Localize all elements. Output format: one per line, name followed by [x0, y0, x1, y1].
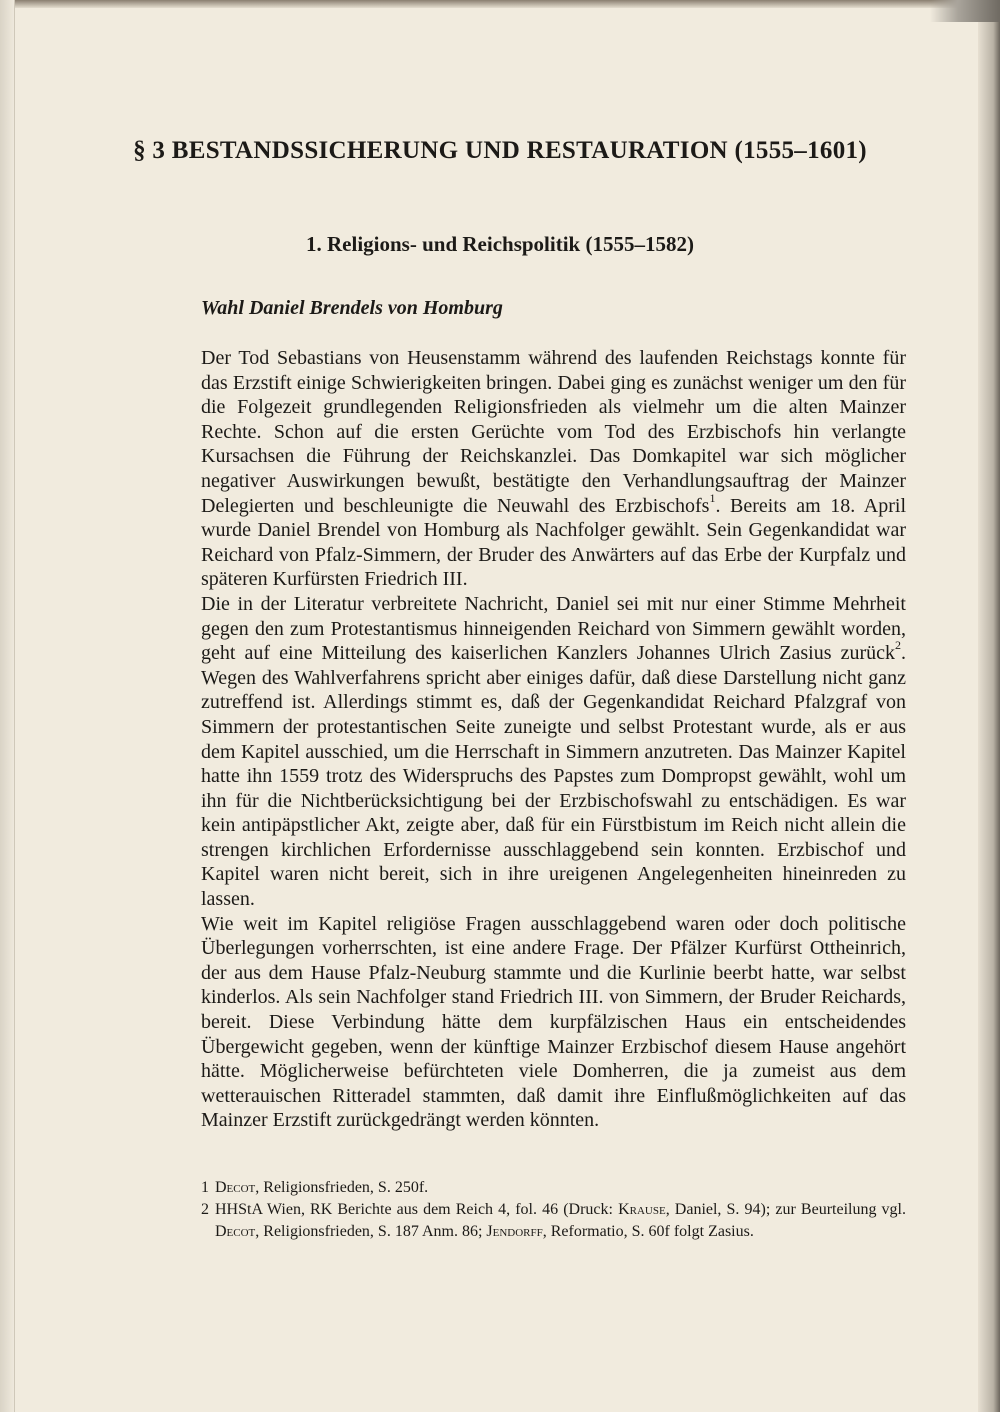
- author-name: Decot: [215, 1179, 256, 1196]
- footnote: [201, 1199, 906, 1243]
- page-corner-shadow: [930, 0, 1000, 22]
- citation: HHStA Wien, RK Berichte aus dem Reich 4, fol. 46 (Druck:: [215, 1201, 619, 1218]
- footnote-number: 2: [201, 1201, 209, 1218]
- paragraph-text: . Bereits am 18. April wurde Daniel Brendel von Homburg als Nachfolger gewählt. Sein Gegenkandidat war Reichard von Pfalz-Simmern, der Bruder des Anwärters auf das Erbe der Kurpfalz und späteren Kurfürsten Friedrich III.: [201, 494, 907, 591]
- paragraph: [201, 346, 906, 592]
- page-right-edge: [978, 0, 1000, 1412]
- footnote-text: [215, 1199, 906, 1243]
- author-name: Krause: [618, 1201, 666, 1218]
- footnotes: [201, 1177, 906, 1243]
- citation: , Reformatio, S. 60f folgt Zasius.: [542, 1223, 754, 1240]
- paragraph-text: . Wegen des Wahlverfahrens spricht aber einiges dafür, daß diese Darstellung nicht ganz zutreffend ist. Allerdings stimmt es, daß der Gegenkandidat Reichard Pfalzgraf von Simmern der protestantischen Seite zuneigte und selbst Protestant wurde, als er aus dem Kapitel ausschied, um die Herrschaft in Simmern anzutreten. Das Mainzer Kapitel hatte ihn 1559 trotz des Widerspruchs des Papstes zum Dompropst gewählt, wohl um ihn für die Nichtberücksichtigung bei der Erzbischofswahl zu entschädigen. Es war kein antipäpstlicher Akt, zeigte aber, daß für ein Fürstbistum im Reich nicht allein die strengen kirchlichen Erfordernisse ausschlaggebend sein konnten. Erzbischof und Kapitel waren nicht bereit, sich in ihre ureigenen Angelegenheiten hineinreden zu lassen.: [201, 642, 906, 911]
- paragraph: [201, 592, 906, 912]
- author-name: Decot: [215, 1223, 256, 1240]
- body-text: [201, 346, 906, 1133]
- author-name: Jendorff: [486, 1223, 543, 1240]
- paragraph-text: Die in der Literatur verbreitete Nachricht, Daniel sei mit nur einer Stimme Mehrheit gegen den zum Protestantismus hinneigenden Reichard von Simmern gewählt worden, geht auf eine Mitteilung des kaiserlichen Kanzlers Johannes Ulrich Zasius zurück: [201, 592, 906, 665]
- page-top-edge: [0, 0, 1000, 8]
- chapter-title: § 3 BESTANDSSICHERUNG UND RESTAURATION (1555–1601): [133, 137, 867, 164]
- citation: , Religionsfrieden, S. 250f.: [255, 1179, 429, 1196]
- footnote-number: 1: [201, 1179, 209, 1196]
- paragraph: [201, 912, 906, 1133]
- subheading: Wahl Daniel Brendels von Homburg: [201, 297, 503, 319]
- citation: , Religionsfrieden, S. 187 Anm. 86;: [255, 1223, 487, 1240]
- paragraph-text: Wie weit im Kapitel religiöse Fragen ausschlaggebend waren oder doch politische Überlegungen vorherrschten, ist eine andere Frage. Der Pfälzer Kurfürst Ottheinrich, der aus dem Hause Pfalz-Neuburg stammte und die Kurlinie beerbt hatte, war selbst kinderlos. Als sein Nachfolger stand Friedrich III. von Simmern, der Bruder Reichards, bereit. Diese Verbindung hätte dem kurpfälzischen Haus ein entscheidendes Übergewicht gegeben, wenn der künftige Mainzer Erzbischof diesem Hause angehört hätte. Möglicherweise befürchteten viele Domherren, die ja zumeist aus dem wetterauischen Ritteradel stammten, daß damit ihre Einflußmöglichkeiten auf das Mainzer Erzstift zurückgedrängt werden könnten.: [201, 912, 906, 1132]
- page-left-edge: [0, 0, 15, 1412]
- footnote: [201, 1177, 906, 1199]
- section-title: 1. Religions- und Reichspolitik (1555–1582): [306, 232, 694, 256]
- citation: , Daniel, S. 94); zur Beurteilung vgl.: [665, 1201, 907, 1218]
- paragraph-text: Der Tod Sebastians von Heusenstamm während des laufenden Reichstags konnte für das Erzstift einige Schwierigkeiten bringen. Dabei ging es zunächst weniger um den für die Folgezeit grundlegenden Religionsfrieden als vielmehr um die alten Mainzer Rechte. Schon auf die ersten Gerüchte vom Tod des Erzbischofs hin verlangte Kursachsen die Führung der Reichskanzlei. Das Domkapitel war sich möglicher negativer Auswirkungen bewußt, bestätigte den Verhandlungsauftrag der Mainzer Delegierten und beschleunigte die Neuwahl des Erzbischofs: [201, 347, 906, 517]
- footnote-ref[interactable]: 1: [709, 490, 716, 505]
- footnote-text: [215, 1177, 906, 1199]
- footnote-ref[interactable]: 2: [895, 638, 901, 653]
